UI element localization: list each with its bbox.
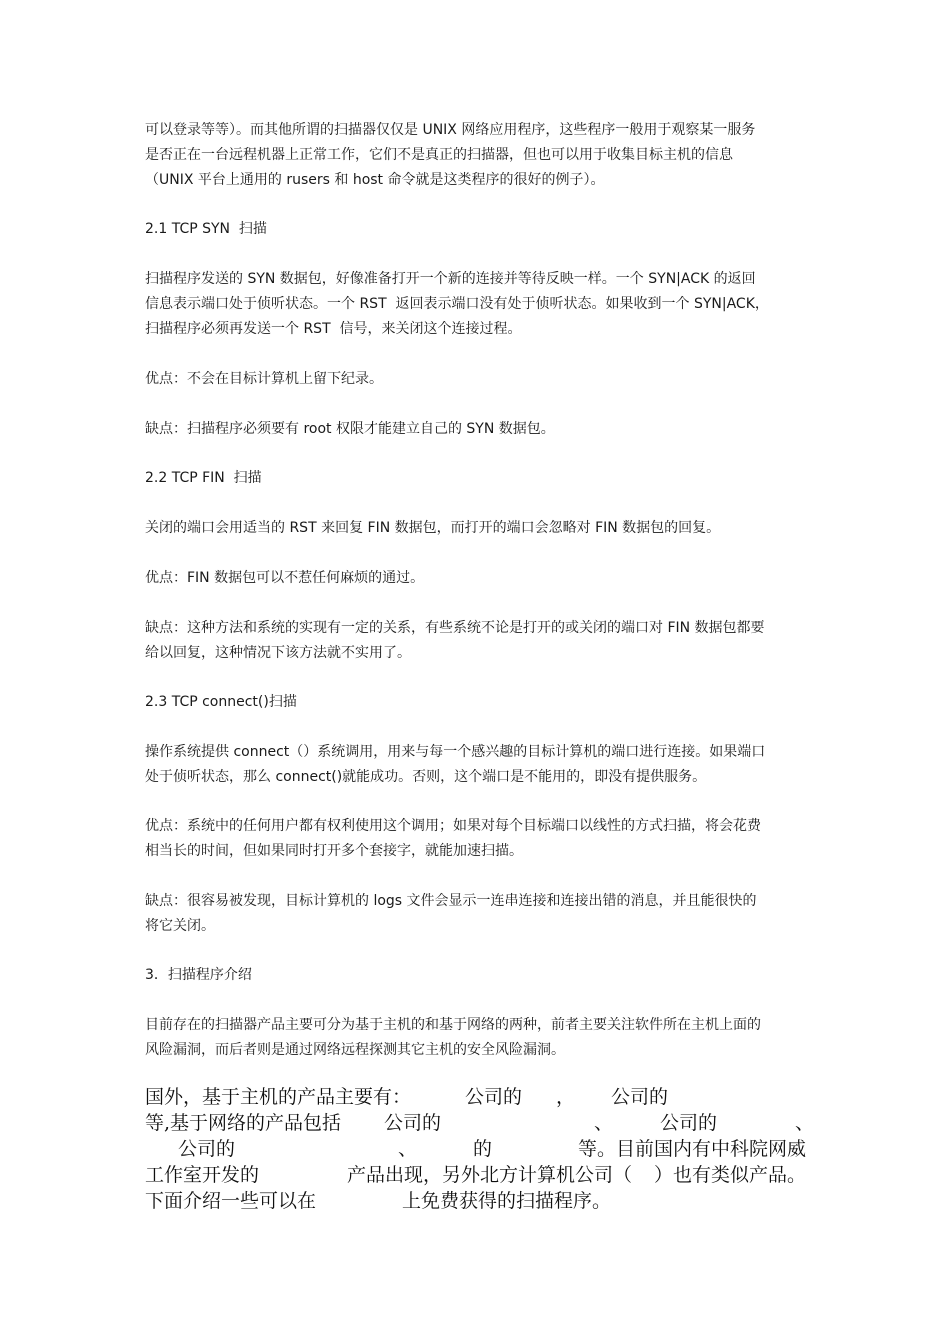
big-line-1-part-b: 公司的: [465, 1086, 523, 1108]
big-line-3-part-a: 公司的: [178, 1138, 236, 1160]
big-line-5-part-b: 上免费获得的扫描程序。: [402, 1190, 612, 1212]
sec-2-3-body-line-1: 操作系统提供 connect（）系统调用，用来与每一个感兴趣的目标计算机的端口进行连接。如果端口: [145, 744, 766, 760]
big-line-4-part-b: 产品出现，另外北方计算机公司（: [347, 1164, 633, 1186]
intro-line-3: （UNIX 平台上通用的 rusers 和 host 命令就是这类程序的很好的例子）。: [145, 172, 605, 188]
big-line-3-part-c: 的: [473, 1138, 493, 1160]
intro-line-2: 是否正在一台远程机器上正常工作，它们不是真正的扫描器，但也可以用于收集目标主机的信息: [145, 147, 733, 163]
big-line-1-part-a: 国外，基于主机的产品主要有：: [145, 1086, 412, 1108]
section-heading-2-1: 2.1 TCP SYN 扫描: [145, 221, 267, 237]
sec-2-2-body: 关闭的端口会用适当的 RST 来回复 FIN 数据包，而打开的端口会忽略对 FIN 数据包的回复。: [145, 520, 721, 536]
big-line-1-part-c: ，: [556, 1086, 576, 1108]
sec-2-1-body-line-3: 扫描程序必须再发送一个 RST 信号，来关闭这个连接过程。: [145, 321, 522, 337]
big-line-4-part-c: ）也有类似产品。: [654, 1164, 807, 1186]
sec-2-1-body-line-2: 信息表示端口处于侦听状态。一个 RST 返回表示端口没有处于侦听状态。如果收到一个 SYN|ACK，: [145, 296, 769, 312]
big-line-3-part-d: 等。目前国内有中科院网威: [578, 1138, 807, 1160]
big-line-3-part-b: 、: [398, 1138, 418, 1160]
sec-2-2-pro: 优点：FIN 数据包可以不惹任何麻烦的通过。: [145, 570, 425, 586]
big-line-2-part-b: 公司的: [384, 1112, 442, 1134]
intro-line-1: 可以登录等等）。而其他所谓的扫描器仅仅是 UNIX 网络应用程序，这些程序一般用于观察某一服务: [145, 122, 756, 138]
sec-2-1-body-line-1: 扫描程序发送的 SYN 数据包，好像准备打开一个新的连接并等待反映一样。一个 SYN|ACK 的返回: [145, 271, 756, 287]
sec-2-3-con-line-2: 将它关闭。: [145, 918, 215, 934]
big-line-1-part-d: 公司的: [611, 1086, 669, 1108]
sec-2-2-con-line-2: 给以回复，这种情况下该方法就不实用了。: [145, 645, 411, 661]
big-line-5-part-a: 下面介绍一些可以在: [145, 1190, 317, 1212]
sec-3-body-line-1: 目前存在的扫描器产品主要可分为基于主机的和基于网络的两种，前者主要关注软件所在主机上面的: [145, 1017, 761, 1033]
section-heading-3: 3．扫描程序介绍: [145, 967, 252, 983]
sec-2-3-pro-line-2: 相当长的时间，但如果同时打开多个套接字，就能加速扫描。: [145, 843, 523, 859]
section-heading-2-2: 2.2 TCP FIN 扫描: [145, 470, 262, 486]
sec-2-3-con-line-1: 缺点：很容易被发现，目标计算机的 logs 文件会显示一连串连接和连接出错的消息，并且能很快的: [145, 893, 757, 909]
sec-2-1-con: 缺点：扫描程序必须要有 root 权限才能建立自己的 SYN 数据包。: [145, 421, 555, 437]
sec-3-body-line-2: 风险漏洞，而后者则是通过网络远程探测其它主机的安全风险漏洞。: [145, 1042, 565, 1058]
sec-2-1-pro: 优点：不会在目标计算机上留下纪录。: [145, 371, 383, 387]
big-line-4-part-a: 工作室开发的: [145, 1164, 260, 1186]
big-line-2-part-d: 公司的: [660, 1112, 718, 1134]
big-line-2-part-e: 、: [795, 1112, 815, 1134]
sec-2-2-con-line-1: 缺点：这种方法和系统的实现有一定的关系，有些系统不论是打开的或关闭的端口对 FIN 数据包都要: [145, 620, 765, 636]
sec-2-3-body-line-2: 处于侦听状态，那么 connect()就能成功。否则，这个端口是不能用的，即没有提供服务。: [145, 769, 707, 785]
big-line-2-part-a: 等,基于网络的产品包括: [145, 1112, 342, 1134]
sec-2-3-pro-line-1: 优点：系统中的任何用户都有权利使用这个调用；如果对每个目标端口以线性的方式扫描，将会花费: [145, 818, 761, 834]
big-line-2-part-c: 、: [594, 1112, 614, 1134]
section-heading-2-3: 2.3 TCP connect()扫描: [145, 694, 297, 710]
